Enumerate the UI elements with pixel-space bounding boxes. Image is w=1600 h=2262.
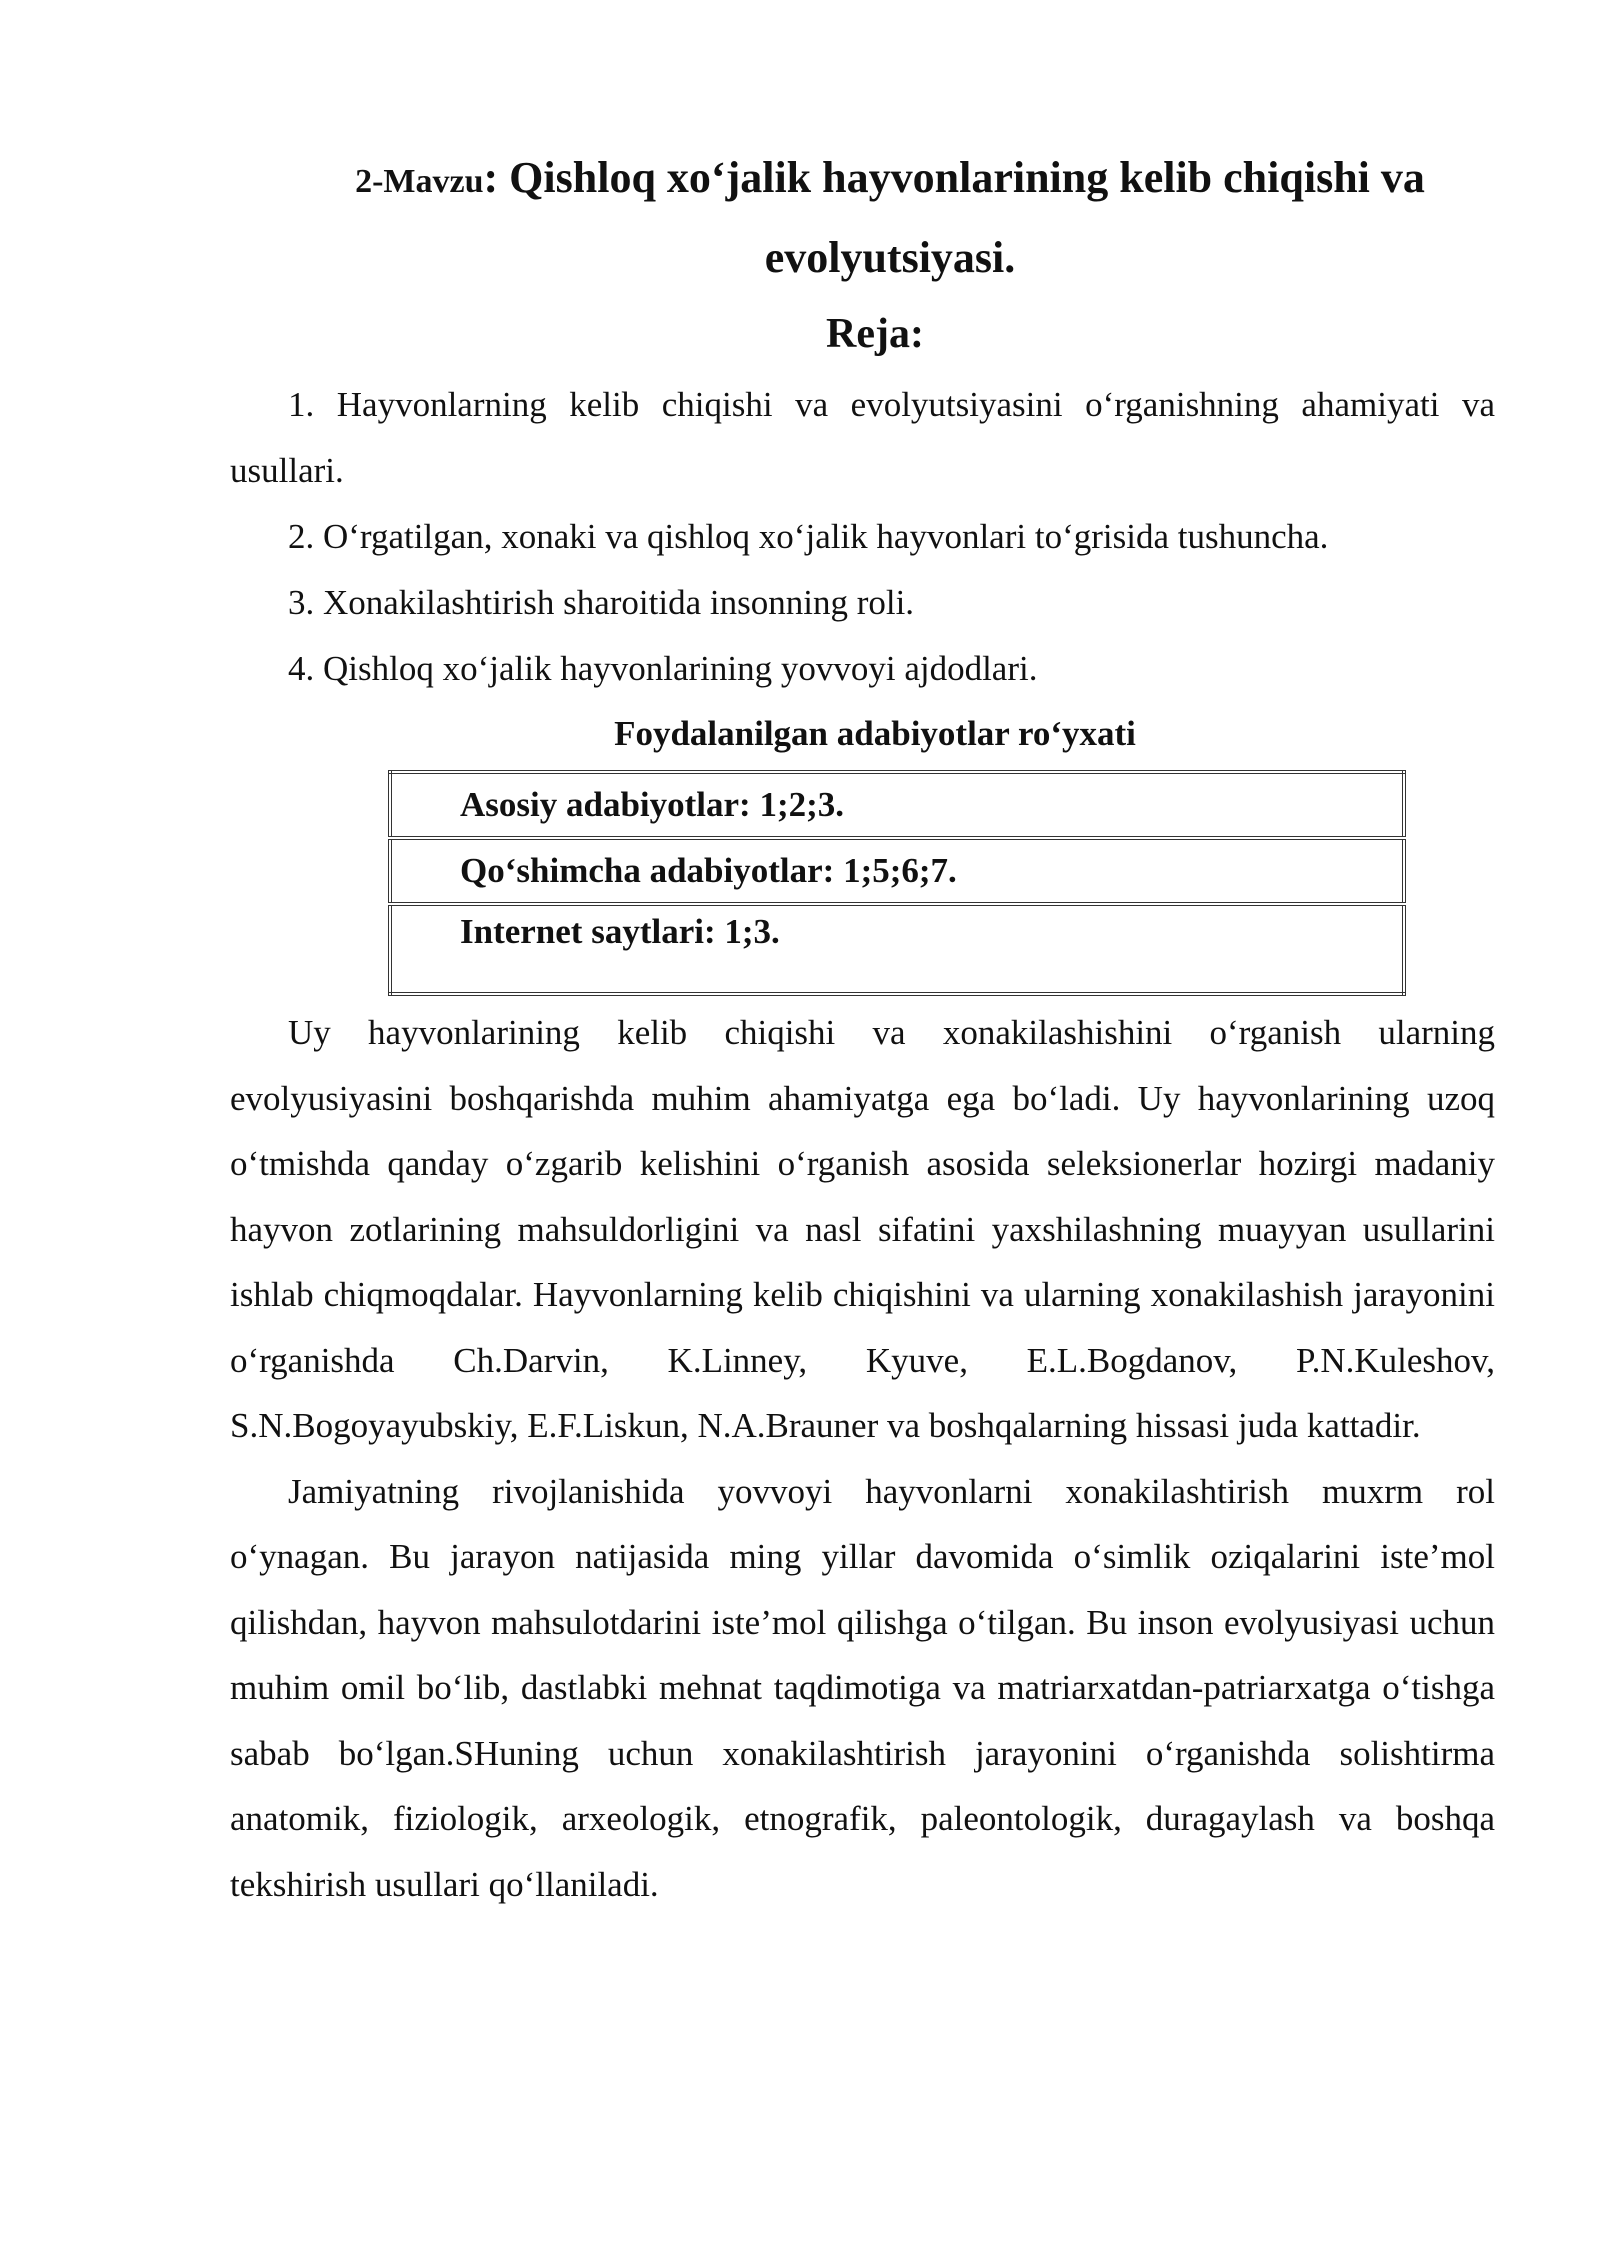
topic-prefix: 2-Mavzu bbox=[355, 163, 484, 200]
literature-main: Asosiy adabiyotlar: 1;2;3. bbox=[390, 772, 1404, 838]
plan-item: 4. Qishloq xo‘jalik hayvonlarining yovvoyi ajdodlari. bbox=[288, 649, 1038, 688]
plan-item: 1. Hayvonlarning kelib chiqishi va evolyutsiyasini o‘rganishning ahamiyati va usullari. bbox=[230, 385, 1495, 490]
document-page bbox=[230, 140, 1495, 1917]
plan-item: 3. Xonakilashtirish sharoitida insonning roli. bbox=[288, 583, 915, 622]
table-row bbox=[390, 838, 1404, 904]
literature-internet: Internet saytlari: 1;3. bbox=[460, 912, 780, 951]
plan-list bbox=[230, 372, 1495, 702]
document-title bbox=[230, 140, 1495, 296]
topic-title: : Qishloq xo‘jalik hayvonlarining kelib chiqishi va evolyutsiyasi. bbox=[483, 153, 1425, 282]
plan-item: 2. O‘rgatilgan, xonaki va qishloq xo‘jalik hayvonlari to‘grisida tushuncha. bbox=[288, 517, 1329, 556]
literature-heading: Foydalanilgan adabiyotlar ro‘yxati bbox=[614, 714, 1136, 753]
literature-additional: Qo‘shimcha adabiyotlar: 1;5;6;7. bbox=[390, 838, 1404, 904]
body-paragraph: Jamiyatning rivojlanishida yovvoyi hayvonlarni xonakilashtirish muxrm rol o‘ynagan. Bu jarayon natijasida ming yillar davomida o‘simlik oziqalarini iste’mol qilishdan, hayvon mahsulotdarini iste’mol qilishga o‘tilgan. Bu inson evolyusiyasi uchun muhim omil bo‘lib, dastlabki mehnat taqdimotiga va matriarxatdan-patriarxatga o‘tishga sabab bo‘lgan.SHuning uchun xonakilashtirish jarayonini o‘rganishda solishtirma anatomik, fiziologik, arxeologik, etnografik, paleontologik, duragaylash va boshqa tekshirish usullari qo‘llaniladi. bbox=[230, 1471, 1495, 1904]
plan-heading: Reja: bbox=[826, 311, 924, 357]
literature-table bbox=[388, 770, 1406, 996]
body-paragraph: Uy hayvonlarining kelib chiqishi va xonakilashishini o‘rganish ularning evolyusiyasini boshqarishda muhim ahamiyatga ega bo‘ladi. Uy hayvonlarining uzoq o‘tmishda qanday o‘zgarib kelishini o‘rganish asosida seleksionerlar hozirgi madaniy hayvon zotlarining mahsuldorligini va nasl sifatini yaxshilashning muayyan usullarini ishlab chiqmoqdalar. Hayvonlarning kelib chiqishini va ularning xonakilashish jarayonini o‘rganishda Ch.Darvin, K.Linney, Kyuve, E.L.Bogdanov, P.N.Kuleshov, S.N.Bogoyayubskiy, E.F.Liskun, N.A.Brauner va boshqalarning hissasi juda kattadir. bbox=[230, 1013, 1495, 1445]
table-row bbox=[390, 772, 1404, 838]
table-row bbox=[390, 904, 1404, 994]
